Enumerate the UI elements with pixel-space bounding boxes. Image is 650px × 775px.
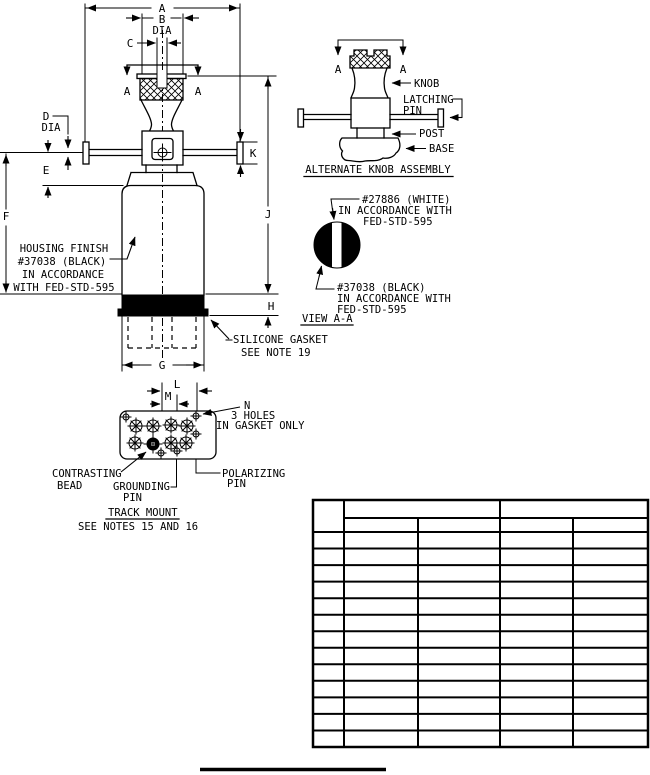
dim-label-b-dia: DIA <box>152 25 172 37</box>
dim-label-d-dia: DIA <box>41 122 61 134</box>
housing-finish-note <box>13 237 135 294</box>
alt-knurled-knob <box>350 50 390 68</box>
gasket-base <box>118 309 208 316</box>
track-mount-view <box>52 378 305 533</box>
alt-pin-flange-right <box>438 109 444 127</box>
polarizing-label-line1: POLARIZING <box>222 468 286 480</box>
dim-label-a: A <box>158 2 166 15</box>
dim-label-m: M <box>164 390 172 403</box>
grounding-label-line1: GROUNDING <box>113 481 170 493</box>
section-label-a-right: A <box>194 85 202 98</box>
knob-label: KNOB <box>414 78 440 90</box>
gasket-note-line1: SILICONE GASKET <box>233 334 328 346</box>
dim-label-h: H <box>267 300 275 313</box>
white-stripe <box>332 221 342 269</box>
pin-flange-right <box>237 142 243 164</box>
holes-note-line3: IN GASKET ONLY <box>216 420 305 432</box>
dim-label-g: G <box>158 359 166 372</box>
dim-label-b: B <box>158 13 166 26</box>
spec-table-rows <box>313 549 648 731</box>
base-label: BASE <box>429 143 455 155</box>
housing-finish-line3: IN ACCORDANCE <box>21 269 105 281</box>
white-callout-line2: IN ACCORDANCE WITH <box>338 205 452 217</box>
knob-neck <box>141 100 152 131</box>
alt-callouts <box>392 78 462 155</box>
alt-base <box>340 138 400 162</box>
dim-label-l: L <box>173 378 181 391</box>
silicone-gasket-note <box>211 320 329 359</box>
spec-table-border <box>313 500 648 747</box>
track-mount-title: TRACK MOUNT <box>108 507 178 519</box>
view-aa-title: VIEW A-A <box>302 313 353 325</box>
black-callout-line3: FED-STD-595 <box>337 304 407 316</box>
post-label: POST <box>419 128 445 140</box>
holes-note-line1: N <box>244 400 251 412</box>
alternate-assembly-title: ALTERNATE KNOB ASSEMBLY <box>305 164 451 176</box>
track-mount-plate <box>120 411 216 459</box>
gasket-band <box>122 295 204 309</box>
dim-label-f: F <box>2 210 10 223</box>
alt-section-a-left: A <box>334 63 342 76</box>
spec-table <box>313 500 648 747</box>
black-callout-line2: IN ACCORDANCE WITH <box>337 293 451 305</box>
gasket-note-line2: SEE NOTE 19 <box>241 347 311 359</box>
pin-flange-left <box>83 142 89 164</box>
polarizing-label-line2: PIN <box>227 478 246 490</box>
main-connector-view <box>0 2 329 372</box>
alt-pin-flange-left <box>298 109 304 127</box>
alt-section-a-right: A <box>399 63 407 76</box>
dim-label-e: E <box>42 164 50 177</box>
bead-label-line2: BEAD <box>57 480 83 492</box>
latching-pin-label-line2: PIN <box>403 105 422 117</box>
view-a-a <box>301 194 452 325</box>
housing-finish-line4: WITH FED-STD-595 <box>13 282 115 294</box>
track-mount-subtitle: SEE NOTES 15 AND 16 <box>78 521 199 533</box>
housing-finish-line2: #37038 (BLACK) <box>17 256 107 268</box>
black-callout-line1: #37038 (BLACK) <box>337 282 426 294</box>
housing-finish-line1: HOUSING FINISH <box>19 243 109 255</box>
section-label-a-left: A <box>123 85 131 98</box>
white-callout-line3: FED-STD-595 <box>363 216 433 228</box>
dim-label-j: J <box>264 208 272 221</box>
holes-note-line2: 3 HOLES <box>231 410 276 422</box>
dim-label-d: D <box>42 110 50 123</box>
dim-label-c: C <box>126 37 134 50</box>
alternate-knob-assembly <box>298 40 462 177</box>
white-callout-line1: #27886 (WHITE) <box>362 194 451 206</box>
latching-pin-label-line1: LATCHING <box>403 94 454 106</box>
grounding-label-line2: PIN <box>123 492 142 504</box>
alt-latch-body <box>351 98 390 128</box>
dim-label-k: K <box>249 147 257 160</box>
bead-label-line1: CONTRASTING <box>52 468 122 480</box>
